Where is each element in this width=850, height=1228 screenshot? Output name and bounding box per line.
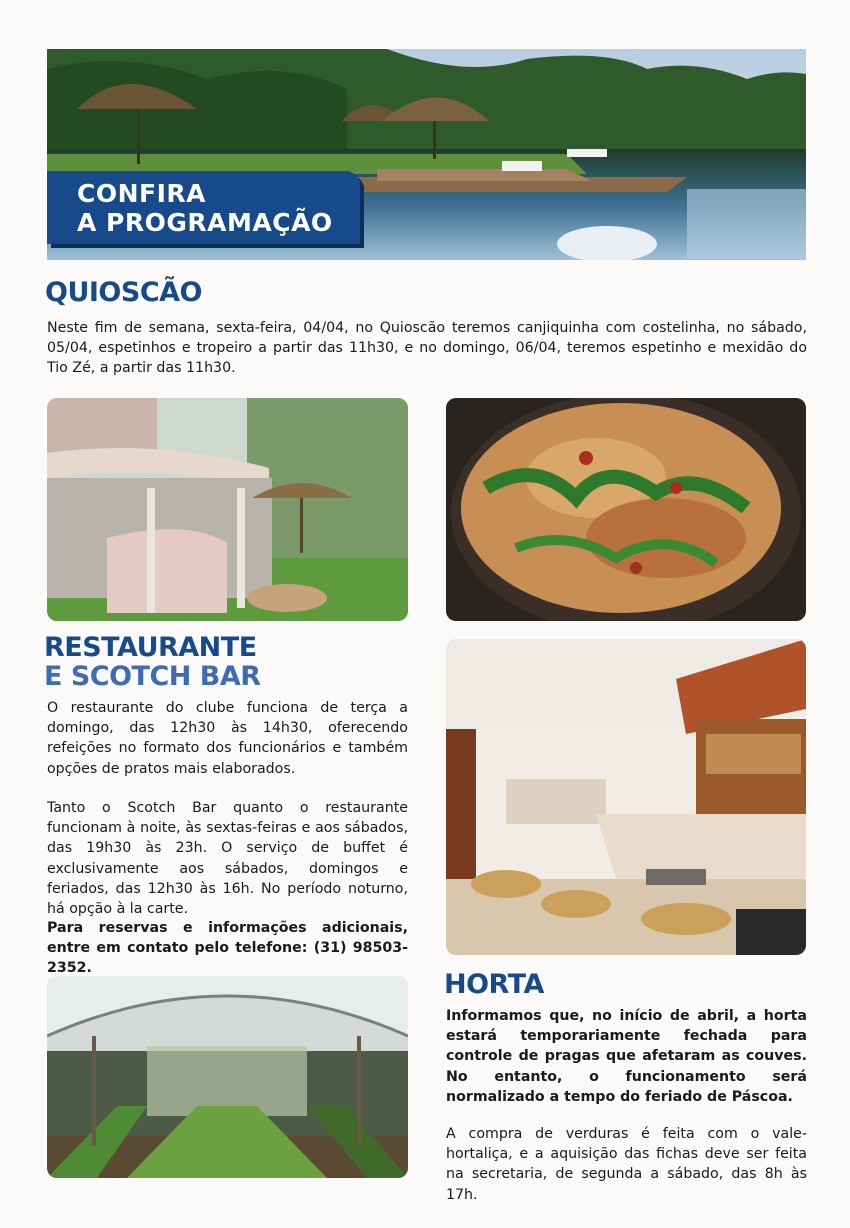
restaurante-contact: Para reservas e informações adicionais, entre em contato pelo telefone: (31) 98503-2352. (47, 920, 408, 977)
hero-title-line1: CONFIRA (77, 179, 207, 208)
bar-terrace-photo (47, 398, 408, 621)
restaurante-paragraph-1: O restaurante do clube funciona de terça a domingo, das 12h30 às 14h30, oferecendo refeições no formato dos funcionários e também opções de pratos mais elaborados. (47, 700, 408, 777)
quioscao-text: Neste fim de semana, sexta-feira, 04/04, no Quioscão teremos canjiquinha com costelinha, no sábado, 05/04, espetinhos e tropeiro a partir das 11h30, e no domingo, 06/04, teremos espetinho e mexidão do Tio Zé, a partir das 11h30. (47, 320, 807, 377)
horta-paragraph-2: A compra de verduras é feita com o vale-hortaliça, e a aquisição das fichas deve ser feita na secretaria, de segunda a sábado, das 8h às 17h. (446, 1126, 807, 1203)
restaurante-heading-line2: E SCOTCH BAR (44, 661, 261, 692)
restaurant-interior-photo (446, 639, 806, 955)
food-bowl-photo (446, 398, 806, 621)
restaurante-heading-line1: RESTAURANTE (44, 632, 257, 663)
hero-title-banner (47, 171, 360, 244)
greenhouse-photo (47, 976, 408, 1178)
hero-title (77, 179, 357, 237)
horta-heading: HORTA (444, 969, 544, 1000)
quioscao-heading: QUIOSCÃO (45, 277, 202, 308)
hero-title-line2: A PROGRAMAÇÃO (77, 208, 333, 237)
horta-paragraph-1: Informamos que, no início de abril, a horta estará temporariamente fechada para controle de pragas que afetaram as couves. No entanto, o funcionamento será normalizado a tempo do feriado de Páscoa. (446, 1008, 807, 1105)
restaurante-paragraph-2: Tanto o Scotch Bar quanto o restaurante funcionam à noite, às sextas-feiras e aos sábados, das 19h30 às 23h. O serviço de buffet é exclusivamente aos sábados, domingos e feriados, das 12h30 às 16h. No período noturno, há opção à la carte. (47, 800, 408, 918)
